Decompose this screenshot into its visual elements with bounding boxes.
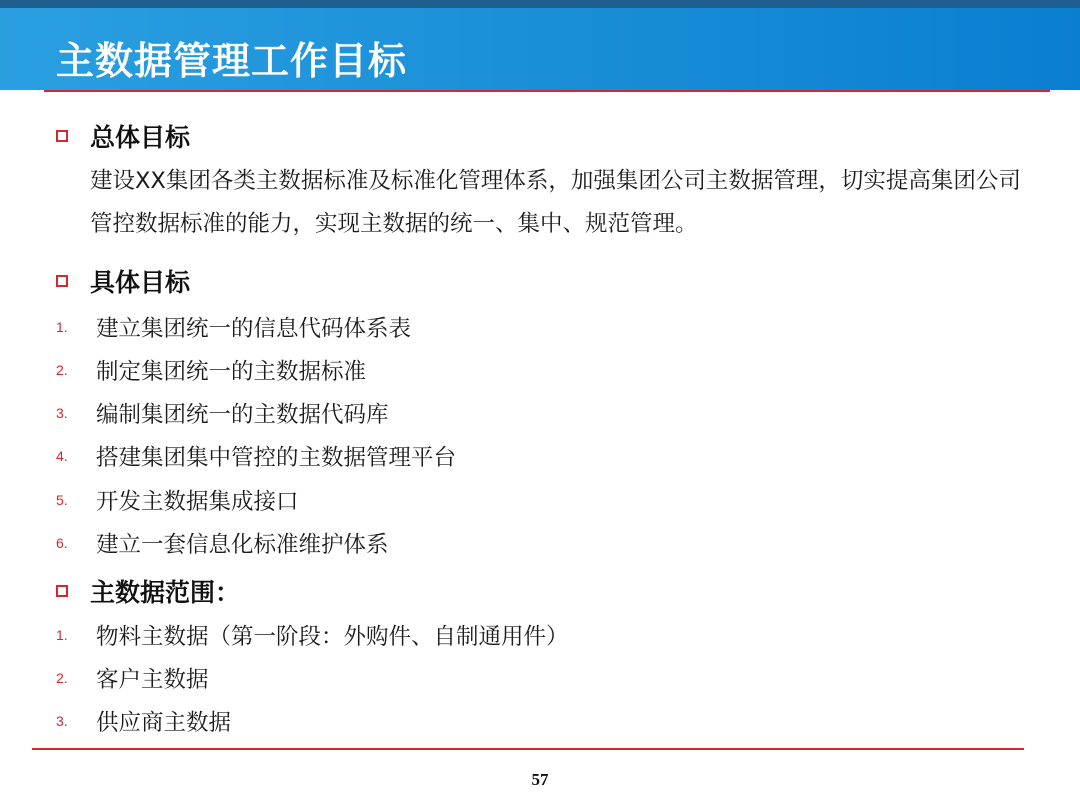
- footer-divider: [32, 748, 1024, 750]
- list-item: [56, 705, 956, 735]
- list-text: 建立一套信息化标准维护体系: [96, 532, 389, 558]
- page-number: 57: [531, 770, 549, 789]
- list-number: 2.: [56, 670, 68, 686]
- list-text: 供应商主数据: [96, 710, 232, 736]
- list-number: 6.: [56, 535, 68, 551]
- list-text: 制定集团统一的主数据标准: [96, 359, 367, 385]
- list-text: 物料主数据（第一阶段：外购件、自制通用件）: [96, 624, 569, 650]
- list-item: [56, 397, 956, 427]
- list-text: 搭建集团集中管控的主数据管理平台: [96, 445, 457, 471]
- list-text: 建立集团统一的信息代码体系表: [96, 316, 412, 342]
- list-item: [56, 311, 956, 341]
- section-heading: 总体目标: [90, 123, 191, 152]
- header-divider: [44, 90, 1050, 92]
- section-heading: 主数据范围：: [90, 578, 241, 607]
- overall-paragraph: 建设XX集团各类主数据标准及标准化管理体系，加强集团公司主数据管理，切实提高集团公司管控数据标准的能力，实现主数据的统一、集中、规范管理。: [90, 168, 1021, 237]
- list-item: [56, 527, 956, 557]
- list-item: [56, 662, 956, 692]
- list-item: [56, 354, 956, 384]
- square-bullet-icon: [56, 585, 68, 597]
- list-number: 1.: [56, 319, 68, 335]
- list-number: 1.: [56, 627, 68, 643]
- list-item: [56, 440, 956, 470]
- slide-title: 主数据管理工作目标: [56, 39, 408, 83]
- list-number: 3.: [56, 713, 68, 729]
- list-item: [56, 619, 956, 649]
- square-bullet-icon: [56, 275, 68, 287]
- list-text: 客户主数据: [96, 667, 209, 693]
- top-stripe: [0, 0, 1080, 8]
- list-number: 4.: [56, 448, 68, 464]
- list-number: 2.: [56, 362, 68, 378]
- list-number: 3.: [56, 405, 68, 421]
- section-heading: 具体目标: [90, 268, 191, 297]
- list-text: 开发主数据集成接口: [96, 489, 299, 515]
- square-bullet-icon: [56, 130, 68, 142]
- list-item: [56, 484, 956, 514]
- list-text: 编制集团统一的主数据代码库: [96, 402, 389, 428]
- list-number: 5.: [56, 492, 68, 508]
- title-bar: [0, 8, 1080, 90]
